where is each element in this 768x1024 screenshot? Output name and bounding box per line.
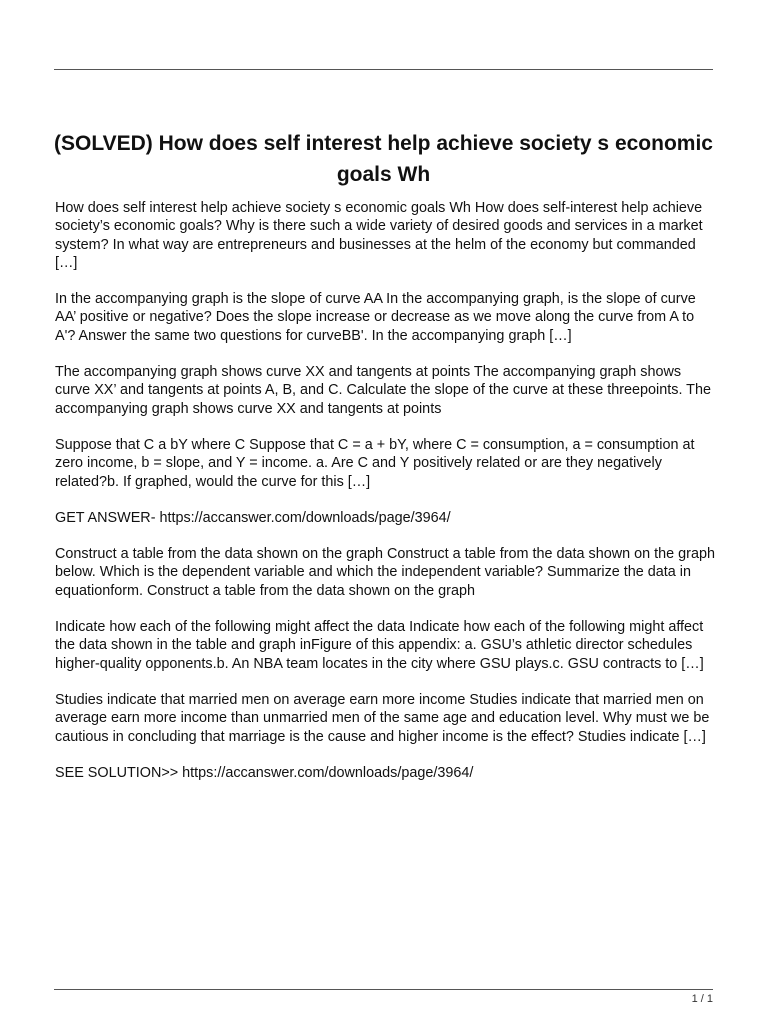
paragraph-curve-xx-tangents: The accompanying graph shows curve XX and tangents at points The accompanying graph shows curve XX’ and tangents at points A, B, and C. Calculate the slope of the curve at these threepoints. The accompanying graph shows curve XX and tangents at points (55, 364, 711, 417)
paragraph-self-interest: How does self interest help achieve society s economic goals Wh How does self-interest help achieve society’s economic goals? Why is there such a wide variety of desired goods and services in a market system? In what way are entrepreneurs and businesses at the helm of the economy but commanded […] (55, 200, 703, 271)
paragraph-affect-data: Indicate how each of the following might affect the data Indicate how each of the following might affect the data shown in the table and graph inFigure of this appendix: a. GSU’s athletic director schedules higher-quality opponents.b. An NBA team locates in the city where GSU plays.c. GSU contracts to […] (55, 619, 704, 672)
page-number: 1 / 1 (691, 993, 713, 1005)
see-solution-link[interactable]: SEE SOLUTION>> https://accanswer.com/downloads/page/3964/ (55, 764, 474, 781)
paragraph-construct-table: Construct a table from the data shown on the graph Construct a table from the data shown on the graph below. Which is the dependent variable and which the independent variable? Summarize the data in equationform. Construct a table from the data shown on the graph (55, 546, 715, 599)
header-rule (54, 69, 713, 70)
paragraph-married-men-income: Studies indicate that married men on average earn more income Studies indicate that married men on average earn more income than unmarried men of the same age and education level. Why must we be cautious in concluding that marriage is the cause and higher income is the effect? Studies indicate […] (55, 691, 710, 745)
document-body (55, 199, 715, 800)
paragraph-slope-curve-aa: In the accompanying graph is the slope of curve AA In the accompanying graph, is the slope of curve AA’ positive or negative? Does the slope increase or decrease as we move along the curve from A to A'? Answer the same two questions for curveBB'. In the accompanying graph […] (55, 291, 696, 344)
page-title: (SOLVED) How does self interest help achieve society s economic goals Wh (54, 132, 713, 186)
paragraph-consumption-function: Suppose that C a bY where C Suppose that C = a + bY, where C = consumption, a = consumption at zero income, b = slope, and Y = income. a. Are C and Y positively related or are they negatively related?b. If graphed, would the curve for this […] (55, 436, 695, 490)
get-answer-link[interactable]: GET ANSWER- https://accanswer.com/downloads/page/3964/ (55, 509, 451, 526)
footer-rule (54, 989, 713, 990)
